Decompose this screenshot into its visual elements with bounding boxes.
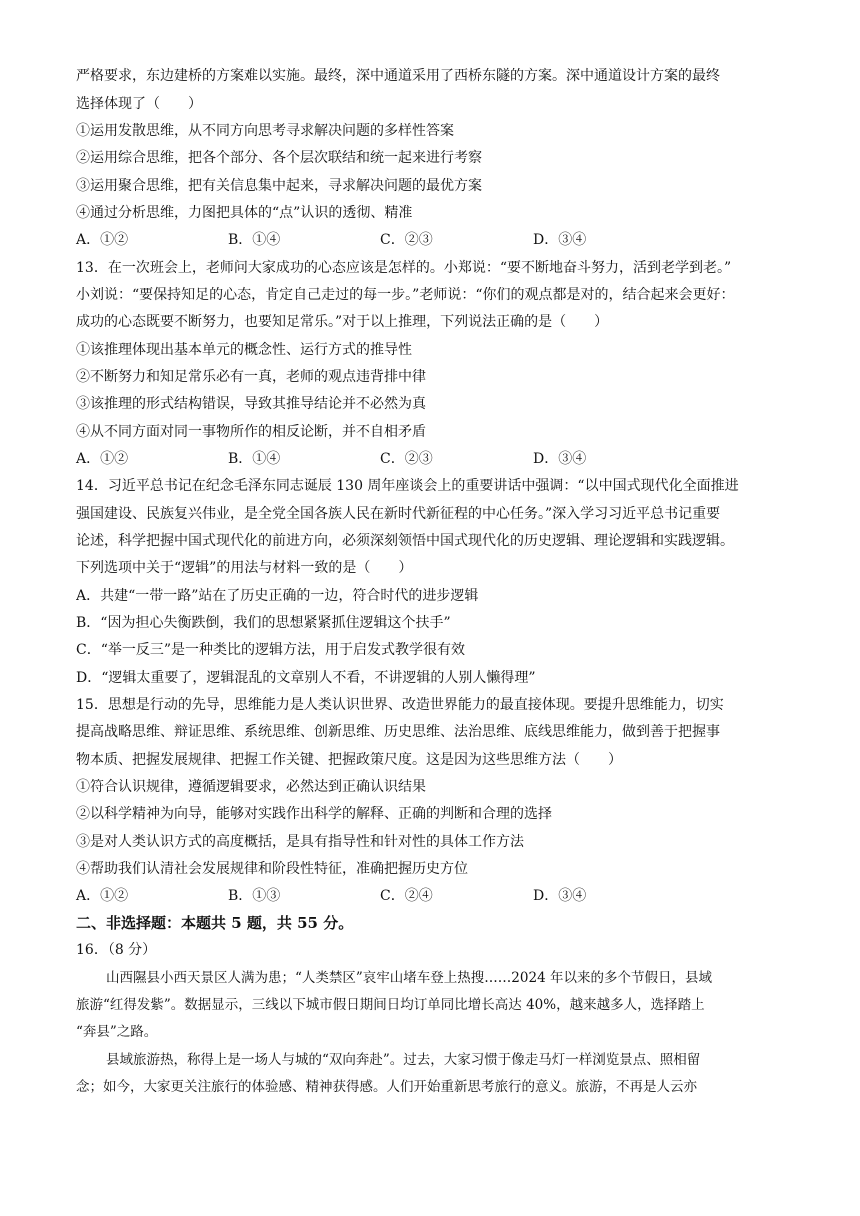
q15-stem-line-3: 物本质、把握发展规律、把握工作关键、把握政策尺度。这是因为这些思维方法（ ） <box>76 752 622 768</box>
q14-choice-d: D．“逻辑太重要了，逻辑混乱的文章别人不看，不讲逻辑的人别人懒得理” <box>76 670 536 686</box>
q12-option-b: B．①④ <box>228 232 281 248</box>
q15-item-4: ④帮助我们认清社会发展规律和阶段性特征，准确把握历史方位 <box>76 861 468 877</box>
q14-choice-b: B．“因为担心失衡跌倒，我们的思想紧紧抓住逻辑这个扶手” <box>76 615 451 631</box>
section-2-heading: 二、非选择题：本题共 5 题，共 55 分。 <box>76 914 354 932</box>
q12-item-4: ④通过分析思维，力图把具体的“点”认识的透彻、精准 <box>76 205 413 221</box>
q13-item-1: ①该推理体现出基本单元的概念性、运行方式的推导性 <box>76 342 412 358</box>
q15-options <box>76 886 792 906</box>
q13-stem-line-3: 成功的心态既要不断努力，也要知足常乐。”对于以上推理，下列说法正确的是（ ） <box>76 314 609 330</box>
q16-para1-line-2: 旅游“红得发紫”。数据显示，三线以下城市假日期间日均订单同比增长高达 40%，越来越多人，选择踏上 <box>76 997 705 1013</box>
q12-item-2: ②运用综合思维，把各个部分、各个层次联结和统一起来进行考察 <box>76 150 482 166</box>
q13-item-4: ④从不同方面对同一事物所作的相反论断，并不自相矛盾 <box>76 424 426 440</box>
q15-stem-line-1: 15．思想是行动的先导，思维能力是人类认识世界、改造世界能力的最直接体现。要提升思维能力，切实 <box>76 697 724 713</box>
q14-choice-c: C．“举一反三”是一种类比的逻辑方法，用于启发式教学很有效 <box>76 642 466 658</box>
q15-option-b: B．①③ <box>228 888 281 904</box>
q15-item-3: ③是对人类认识方式的高度概括，是具有指导性和针对性的具体工作方法 <box>76 834 524 850</box>
q12-item-3: ③运用聚合思维，把有关信息集中起来，寻求解决问题的最优方案 <box>76 178 482 194</box>
q13-option-c: C．②③ <box>380 451 433 467</box>
q12-stem-line-1: 严格要求，东边建桥的方案难以实施。最终，深中通道采用了西桥东隧的方案。深中通道设计方案的最终 <box>76 68 720 84</box>
q14-stem-line-3: 论述，科学把握中国式现代化的前进方向，必须深刻领悟中国式现代化的历史逻辑、理论逻辑和实践逻辑。 <box>76 533 734 549</box>
q13-option-a: A．①② <box>76 451 129 467</box>
q14-stem-line-1: 14．习近平总书记在纪念毛泽东同志诞辰 130 周年座谈会上的重要讲话中强调：“以中国式现代化全面推进 <box>76 478 739 494</box>
q12-option-d: D．③④ <box>533 232 587 248</box>
q14-stem-line-2: 强国建设、民族复兴伟业，是全党全国各族人民在新时代新征程的中心任务。”深入学习习近平总书记重要 <box>76 506 721 522</box>
q12-options <box>76 230 792 250</box>
q16-para2-line-1: 县域旅游热，称得上是一场人与城的“双向奔赴”。过去，大家习惯于像走马灯一样浏览景点、照相留 <box>106 1052 701 1068</box>
q13-item-2: ②不断努力和知足常乐必有一真，老师的观点违背排中律 <box>76 369 426 385</box>
q15-item-2: ②以科学精神为向导，能够对实践作出科学的解释、正确的判断和合理的选择 <box>76 806 552 822</box>
q14-choice-a: A．共建“一带一路”站在了历史正确的一边，符合时代的进步逻辑 <box>76 588 479 604</box>
q15-option-a: A．①② <box>76 888 129 904</box>
q13-stem-line-1: 13．在一次班会上，老师问大家成功的心态应该是怎样的。小郑说：“要不断地奋斗努力，活到老学到老。” <box>76 260 732 276</box>
q16-para2-line-2: 念；如今，大家更关注旅行的体验感、精神获得感。人们开始重新思考旅行的意义。旅游，不再是人云亦 <box>76 1079 697 1095</box>
q12-option-a: A．①② <box>76 232 129 248</box>
q13-option-b: B．①④ <box>228 451 281 467</box>
q16-para1-line-3: “奔县”之路。 <box>76 1024 158 1040</box>
q13-item-3: ③该推理的形式结构错误，导致其推导结论并不必然为真 <box>76 396 426 412</box>
q15-item-1: ①符合认识规律，遵循逻辑要求，必然达到正确认识结果 <box>76 779 426 795</box>
q15-option-c: C．②④ <box>380 888 433 904</box>
q13-stem-line-2: 小刘说：“要保持知足的心态，肯定自己走过的每一步。”老师说：“你们的观点都是对的，结合起来会更好： <box>76 287 735 303</box>
q12-stem-line-2: 选择体现了（ ） <box>76 96 202 112</box>
q13-option-d: D．③④ <box>533 451 587 467</box>
q13-options <box>76 449 792 469</box>
q12-item-1: ①运用发散思维，从不同方向思考寻求解决问题的多样性答案 <box>76 123 454 139</box>
q12-option-c: C．②③ <box>380 232 433 248</box>
q15-stem-line-2: 提高战略思维、辩证思维、系统思维、创新思维、历史思维、法治思维、底线思维能力，做到善于把握事 <box>76 724 720 740</box>
q15-option-d: D．③④ <box>533 888 587 904</box>
q14-stem-line-4: 下列选项中关于“逻辑”的用法与材料一致的是（ ） <box>76 560 413 576</box>
q16-number: 16．（8 分） <box>76 942 157 958</box>
q16-para1-line-1: 山西隰县小西天景区人满为患；“人类禁区”哀牢山堵车登上热搜……2024 年以来的多个节假日，县域 <box>106 970 712 986</box>
